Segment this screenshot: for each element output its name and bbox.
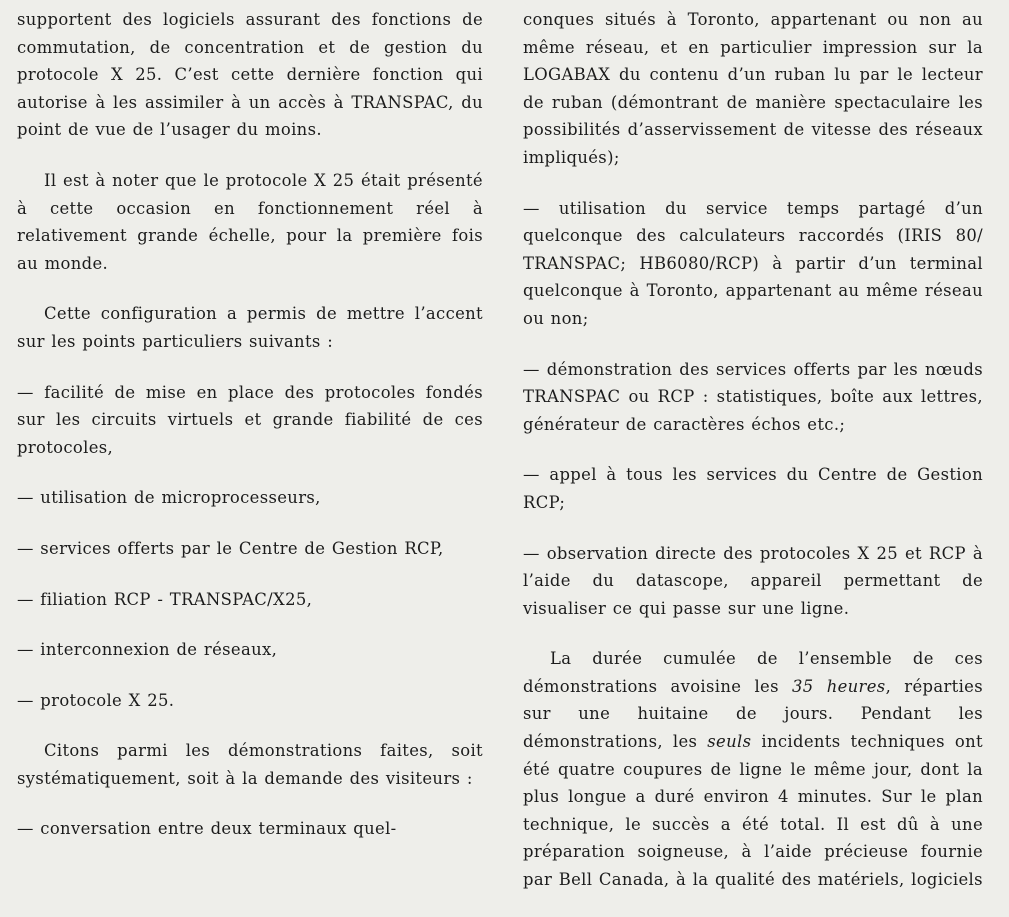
list-item-filiation: — filiation RCP - TRANSPAC/X25, bbox=[17, 589, 313, 609]
list-item-conversation-continued: conques situés à Toronto, appartenant ou non au même réseau, et en particulier impression sur la LOGABAX du contenu d’un ruban lu par le lecteur de ruban (démontrant de manière spectaculaire les possibilités d’asservissement de vitesse des réseaux impliqués); bbox=[523, 10, 983, 167]
list-item-conversation-start: — conversation entre deux terminaux quel- bbox=[17, 819, 397, 839]
list-item-protocols: — facilité de mise en place des protocoles fondés sur les circuits virtuels et grande fiabilité de ces protocoles, bbox=[17, 382, 483, 457]
paragraph-x25-first-time: Il est à noter que le protocole X 25 était présenté à cette occasion en fonctionnement réel à relativement grande échelle, pour la première fois au monde. bbox=[17, 170, 483, 273]
seuls-emphasis: seuls bbox=[707, 732, 752, 752]
duration-text-2: , réparties sur une huitaine de jours. Pendant les démonstrations, les bbox=[523, 676, 983, 752]
duration-text-3: incidents techniques ont été quatre coupures de ligne le même jour, dont la plus longue a duré environ 4 minutes. Sur le plan technique, le succès a été total. Il est dû à une préparation soigneuse, à l’aide précieuse fournie par Bell Canada, à la qualité des matériels, logiciels bbox=[523, 732, 983, 890]
duration-text-1: La durée cumulée de l’ensemble de ces démonstrations avoisine les bbox=[523, 649, 983, 696]
list-item-management-centre: — appel à tous les services du Centre de Gestion RCP; bbox=[523, 465, 983, 512]
list-item-datascope: — observation directe des protocoles X 25 et RCP à l’aide du datascope, appareil permettant de visualiser ce qui passe sur une ligne. bbox=[523, 543, 983, 618]
paragraph-x25-software: supportent des logiciels assurant des fonctions de commutation, de concentration et de gestion du protocole X 25. C’est cette dernière fonction qui autorise à les assimiler à un accès à TRANSPAC, du point de vue de l’usager du moins. bbox=[17, 10, 483, 140]
list-item-services: — services offerts par le Centre de Gestion RCP, bbox=[17, 538, 444, 558]
list-item-microprocessors: — utilisation de microprocesseurs, bbox=[17, 488, 321, 508]
list-item-protocol-x25: — protocole X 25. bbox=[17, 690, 175, 710]
paragraph-demonstrations: Citons parmi les démonstrations faites, soit systématiquement, soit à la demande des visiteurs : bbox=[17, 741, 483, 788]
list-item-interconnection: — interconnexion de réseaux, bbox=[17, 640, 278, 660]
paragraph-duration bbox=[523, 645, 983, 893]
right-column bbox=[523, 6, 983, 917]
list-item-node-services: — démonstration des services offerts par les nœuds TRANSPAC ou RCP : statistiques, boîte aux lettres, générateur de caractères échos etc.; bbox=[523, 359, 983, 434]
left-column bbox=[17, 6, 483, 866]
duration-hours-emphasis: 35 heures bbox=[792, 676, 886, 696]
list-item-time-sharing: — utilisation du service temps partagé d’un quelconque des calculateurs raccordés (IRIS 80/ TRANSPAC; HB6080/RCP) à partir d’un terminal quelconque à Toronto, appartenant au même réseau ou non; bbox=[523, 198, 983, 328]
paragraph-configuration: Cette configuration a permis de mettre l’accent sur les points particuliers suivants : bbox=[17, 304, 483, 351]
